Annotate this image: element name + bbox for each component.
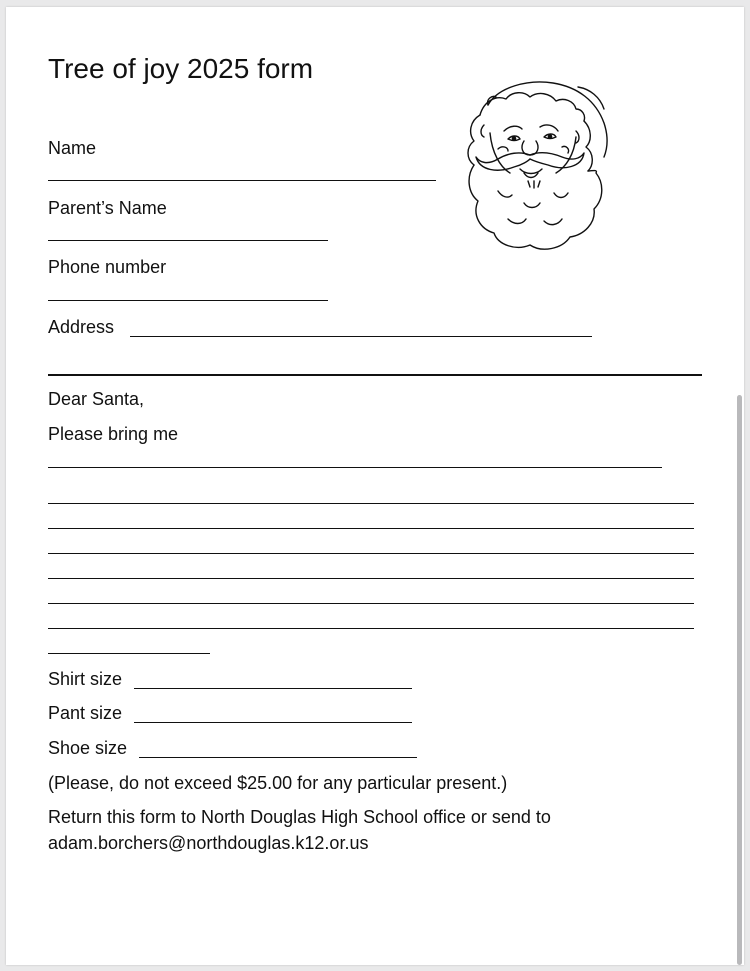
- wishlist-line-1[interactable]: [48, 467, 662, 468]
- wishlist-label: Please bring me: [48, 424, 179, 444]
- phone-field[interactable]: [48, 300, 328, 301]
- address-label: Address: [48, 317, 115, 337]
- shirt-size-field[interactable]: [134, 688, 412, 689]
- address-field[interactable]: [130, 336, 592, 337]
- wishlist-line-8[interactable]: [48, 653, 210, 654]
- pant-size-label: Pant size: [48, 703, 123, 723]
- wishlist-line-7[interactable]: [48, 628, 694, 629]
- form-title: Tree of joy 2025 form: [48, 53, 314, 84]
- parent-name-label: Parent’s Name: [48, 198, 167, 218]
- wishlist-line-5[interactable]: [48, 578, 694, 579]
- return-instructions: Return this form to North Douglas High School office or send to: [48, 807, 551, 827]
- shoe-size-label: Shoe size: [48, 738, 128, 758]
- section-divider: [48, 374, 702, 376]
- shoe-size-field[interactable]: [139, 757, 417, 758]
- wishlist-line-3[interactable]: [48, 528, 694, 529]
- santa-face-icon: [458, 75, 613, 253]
- parent-name-field[interactable]: [48, 240, 328, 241]
- phone-label: Phone number: [48, 257, 167, 277]
- wishlist-line-2[interactable]: [48, 503, 694, 504]
- wishlist-line-6[interactable]: [48, 603, 694, 604]
- pant-size-field[interactable]: [134, 722, 412, 723]
- contact-email: adam.borchers@northdouglas.k12.or.us: [48, 833, 369, 853]
- vertical-scrollbar[interactable]: [737, 395, 742, 965]
- shirt-size-label: Shirt size: [48, 669, 123, 689]
- greeting-text: Dear Santa,: [48, 389, 145, 409]
- name-label: Name: [48, 138, 97, 158]
- name-field[interactable]: [48, 180, 436, 181]
- price-limit-note: (Please, do not exceed $25.00 for any particular present.): [48, 773, 508, 793]
- wishlist-line-4[interactable]: [48, 553, 694, 554]
